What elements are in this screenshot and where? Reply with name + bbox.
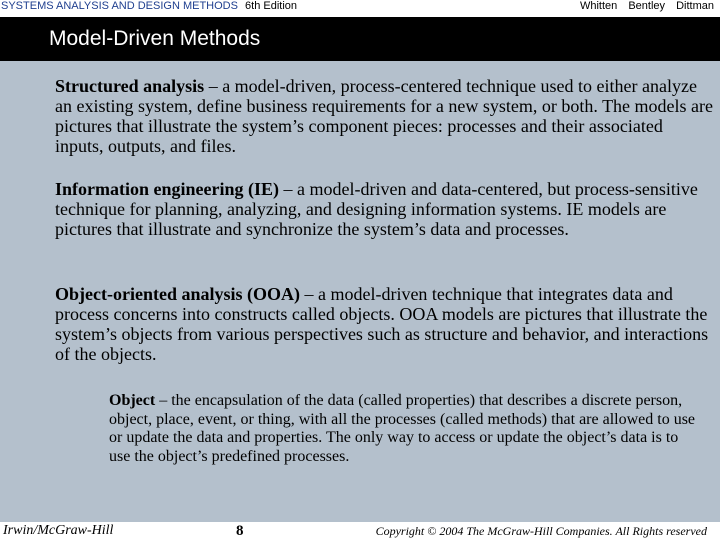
page-number: 8 [236, 523, 244, 539]
title-bar [0, 17, 720, 61]
paragraph-object-oriented-analysis [55, 284, 715, 364]
paragraph-structured-analysis [55, 76, 715, 156]
slide-content [0, 61, 720, 522]
term-structured-analysis: Structured analysis [55, 76, 205, 96]
slide-header [0, 0, 720, 14]
slide-footer [0, 522, 720, 540]
copyright: Copyright © 2004 The McGraw-Hill Companies. All Rights reserved [375, 524, 707, 538]
definition-text: – a model-driven and data-centered, but process-sensitive technique for planning, analyzing, and designing information systems. IE models are pictures that illustrate and synchronize the system’s data and processes. [55, 179, 698, 239]
author-name: Dittman [676, 0, 714, 12]
definition-text: – the encapsulation of the data (called properties) that describes a discrete person, object, place, event, or thing, with all the processes (called methods) that are allowed to use or update the data and properties. The only way to access or update the object’s data is to use the object’s predefined processes. [109, 392, 696, 465]
authors [572, 0, 714, 12]
book-title-line [1, 0, 297, 12]
edition-label: 6th Edition [245, 0, 298, 12]
book-title: SYSTEMS ANALYSIS AND DESIGN METHODS [1, 0, 238, 12]
author-name: Bentley [628, 0, 666, 12]
term-object-oriented-analysis: Object-oriented analysis (OOA) [55, 284, 300, 304]
slide-title: Model-Driven Methods [49, 27, 261, 50]
author-name: Whitten [579, 0, 618, 12]
definition-text: – a model-driven, process-centered technique used to either analyze an existing system, define business requirements for a new system, or both. The models are pictures that illustrate the system’s component pieces: processes and their associated inputs, outputs, and files. [55, 76, 714, 156]
paragraph-information-engineering [55, 179, 715, 239]
term-object: Object [109, 392, 156, 409]
paragraph-object [109, 392, 701, 466]
definition-text: – a model-driven technique that integrates data and process concerns into constructs called objects. OOA models are pictures that illustrate the system’s objects from various perspectives such as structure and behavior, and interactions of the objects. [55, 284, 709, 364]
publisher: Irwin/McGraw-Hill [3, 523, 114, 538]
term-information-engineering: Information engineering (IE) [55, 179, 279, 199]
